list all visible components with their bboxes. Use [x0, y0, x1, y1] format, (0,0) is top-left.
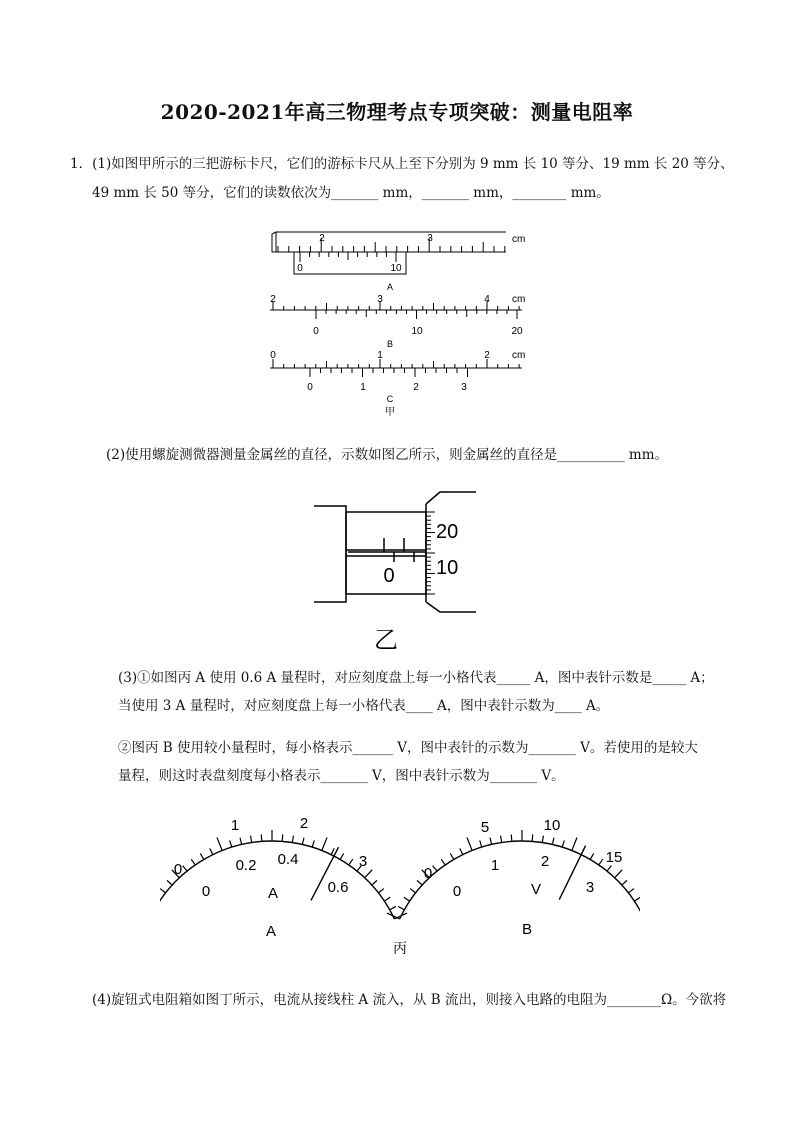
voltmeter-tick	[622, 880, 627, 885]
caliper-c-caption: C	[386, 394, 394, 404]
caliper-c-vernier-label-3: 3	[461, 382, 467, 393]
caliper-a-unit: cm	[512, 234, 526, 245]
caliper-c-vernier-label-2: 2	[413, 382, 419, 393]
voltmeter-tick	[480, 840, 482, 847]
voltmeter-tick	[460, 848, 463, 854]
voltmeter-tick	[441, 859, 445, 865]
ammeter-tick	[292, 836, 293, 843]
ammeter-tick	[167, 880, 172, 885]
ammeter-tick	[200, 853, 204, 859]
caliper-b-main-label-4: 4	[484, 294, 490, 305]
ammeter-top-label-2: 2	[299, 815, 309, 832]
figure-yi-caption: 乙	[374, 627, 398, 654]
voltmeter-tick	[433, 866, 437, 871]
voltmeter-tick	[532, 834, 533, 841]
figure-yi-micrometer	[300, 486, 500, 656]
figure-bing-caption: 丙	[393, 940, 407, 956]
q1-part3b-line2: 量程，则这时表盘刻度每小格表示_______ V，图中表针示数为_______ V。	[118, 768, 565, 784]
caliper-b-main-label-2: 2	[270, 294, 276, 305]
voltmeter-needle	[559, 846, 585, 900]
thimble-bottom-outline	[426, 602, 476, 612]
voltmeter-tick	[511, 834, 512, 841]
caliper-c-vernier-label-1: 1	[360, 382, 366, 393]
ammeter-tick	[210, 848, 213, 854]
caliper-b-vernier-label-10: 10	[411, 326, 423, 337]
voltmeter-top-label-15: 15	[605, 849, 623, 866]
ammeter-tick	[191, 859, 195, 865]
caliper-a-vernier-frame	[294, 252, 406, 274]
caliper-a-caption: A	[386, 282, 394, 292]
voltmeter-tick	[404, 897, 410, 901]
voltmeter-tick	[398, 906, 404, 909]
voltmeter-tick	[490, 838, 492, 845]
ammeter-tick	[322, 838, 327, 851]
voltmeter-label: B	[521, 921, 533, 938]
ammeter-tick	[240, 838, 242, 845]
ammeter-symbol: A	[267, 885, 279, 902]
caliper-a-vernier-label-0: 0	[297, 263, 303, 274]
caliper-b-main-label-3: 3	[377, 294, 383, 305]
ammeter-tick	[365, 870, 373, 878]
voltmeter-tick	[628, 889, 634, 893]
page-title: 2020-2021年高三物理考点专项突破：测量电阻率	[160, 100, 634, 124]
ammeter-tick	[261, 834, 262, 841]
voltmeter-bottom-label-2: 2	[540, 853, 550, 870]
voltmeter-tick	[467, 838, 472, 851]
voltmeter-tick	[634, 897, 640, 901]
ammeter-tick	[390, 906, 396, 909]
ammeter-tick	[331, 848, 334, 854]
caliper-c-vernier-label-0: 0	[307, 382, 313, 393]
thimble-label-20: 20	[436, 521, 459, 543]
voltmeter-tick	[417, 880, 422, 885]
sleeve-label-0: 0	[383, 565, 395, 587]
micrometer-frame	[314, 506, 346, 602]
caliper-c-unit: cm	[512, 350, 526, 361]
voltmeter-tick	[590, 853, 594, 859]
caliper-c-main-label-1: 1	[377, 350, 383, 361]
caliper-b-vernier-label-0: 0	[313, 326, 319, 337]
q1-part2: (2)使用螺旋测微器测量金属丝的直径，示数如图乙所示，则金属丝的直径是__________ mm。	[106, 447, 669, 463]
ammeter-tick	[183, 866, 187, 871]
voltmeter-scale-arc	[400, 841, 640, 919]
ammeter-top-label-3: 3	[358, 853, 368, 870]
voltmeter-tick	[599, 859, 603, 865]
q1-part3-line2: 当使用 3 A 量程时，对应刻度盘上每一小格代表____ A，图中表针示数为____ A。	[118, 698, 610, 714]
ammeter-tick	[282, 834, 283, 841]
caliper-a-jaw	[272, 232, 276, 252]
q1-part3-line1: (3)①如图丙 A 使用 0.6 A 量程时，对应刻度盘上每一小格代表_____ A，图中表针示数是_____ A；	[118, 670, 714, 686]
voltmeter-tick	[562, 840, 564, 847]
voltmeter-symbol: V	[530, 881, 542, 898]
voltmeter-bottom-label-1: 1	[490, 857, 500, 874]
caliper-b-caption: B	[386, 339, 394, 349]
ammeter-tick	[217, 838, 222, 851]
q1-part4: (4)旋钮式电阻箱如图丁所示，电流从接线柱 A 流入，从 B 流出，则接入电路的电阻为________Ω。今欲将	[92, 992, 727, 1008]
voltmeter-top-label-5: 5	[480, 819, 490, 836]
caliper-c-main-label-0: 0	[270, 350, 276, 361]
caliper-c-main-label-2: 2	[484, 350, 490, 361]
ammeter-tick	[160, 889, 166, 893]
voltmeter-tick	[450, 853, 454, 859]
ammeter-tick	[302, 838, 304, 845]
ammeter-tick	[384, 897, 390, 901]
ammeter-tick	[340, 853, 344, 859]
q1-part1-line1: 1．(1)如图甲所示的三把游标卡尺，它们的游标卡尺从上至下分别为 9 mm 长 10 等分、19 mm 长 20 等分、	[70, 156, 734, 172]
caliper-a-main-label-3: 3	[427, 233, 433, 244]
figure-bing-meters	[160, 808, 640, 958]
voltmeter-top-label-0: 0	[423, 865, 433, 882]
thimble-top-outline	[426, 492, 476, 504]
voltmeter-tick	[615, 870, 623, 878]
voltmeter-top-label-10: 10	[543, 817, 561, 834]
caliper-a-main-label-2: 2	[319, 233, 325, 244]
ammeter-tick	[230, 840, 232, 847]
caliper-a-vernier-label-10: 10	[390, 263, 402, 274]
q1-part3b-line1: ②图丙 B 使用较小量程时，每小格表示______ V，图中表针的示数为_______ V。若使用的是较大	[118, 740, 698, 756]
voltmeter-tick	[410, 889, 416, 893]
q1-part1-line2: 49 mm 长 50 等分，它们的读数依次为_______ mm，_______ mm，________ mm。	[92, 185, 610, 201]
voltmeter-tick	[607, 866, 611, 871]
ammeter-bottom-label-06: 0.6	[327, 879, 349, 896]
caliper-b-vernier-label-20: 20	[511, 326, 523, 337]
voltmeter-bottom-label-3: 3	[585, 879, 595, 896]
ammeter-bottom-label-02: 0.2	[235, 857, 257, 874]
ammeter-tick	[349, 859, 353, 865]
figure-jia-caption: 甲	[385, 407, 395, 418]
thimble-label-10: 10	[436, 557, 459, 579]
ammeter-bottom-label-04: 0.4	[277, 851, 299, 868]
ammeter-bottom-label-0: 0	[201, 883, 211, 900]
voltmeter-tick	[501, 836, 502, 843]
voltmeter-tick	[542, 836, 543, 843]
voltmeter-tick	[552, 838, 554, 845]
ammeter-top-label-0: 0	[173, 861, 183, 878]
ammeter-tick	[312, 840, 314, 847]
ammeter-top-label-1: 1	[230, 817, 240, 834]
caliper-b-unit: cm	[512, 294, 526, 305]
ammeter-tick	[378, 889, 384, 893]
ammeter-label: A	[265, 923, 277, 940]
ammeter-tick	[251, 836, 252, 843]
voltmeter-tick	[572, 838, 577, 851]
voltmeter-bottom-label-0: 0	[452, 883, 462, 900]
figure-jia-vernier-calipers	[260, 226, 550, 418]
ammeter-tick	[372, 880, 377, 885]
